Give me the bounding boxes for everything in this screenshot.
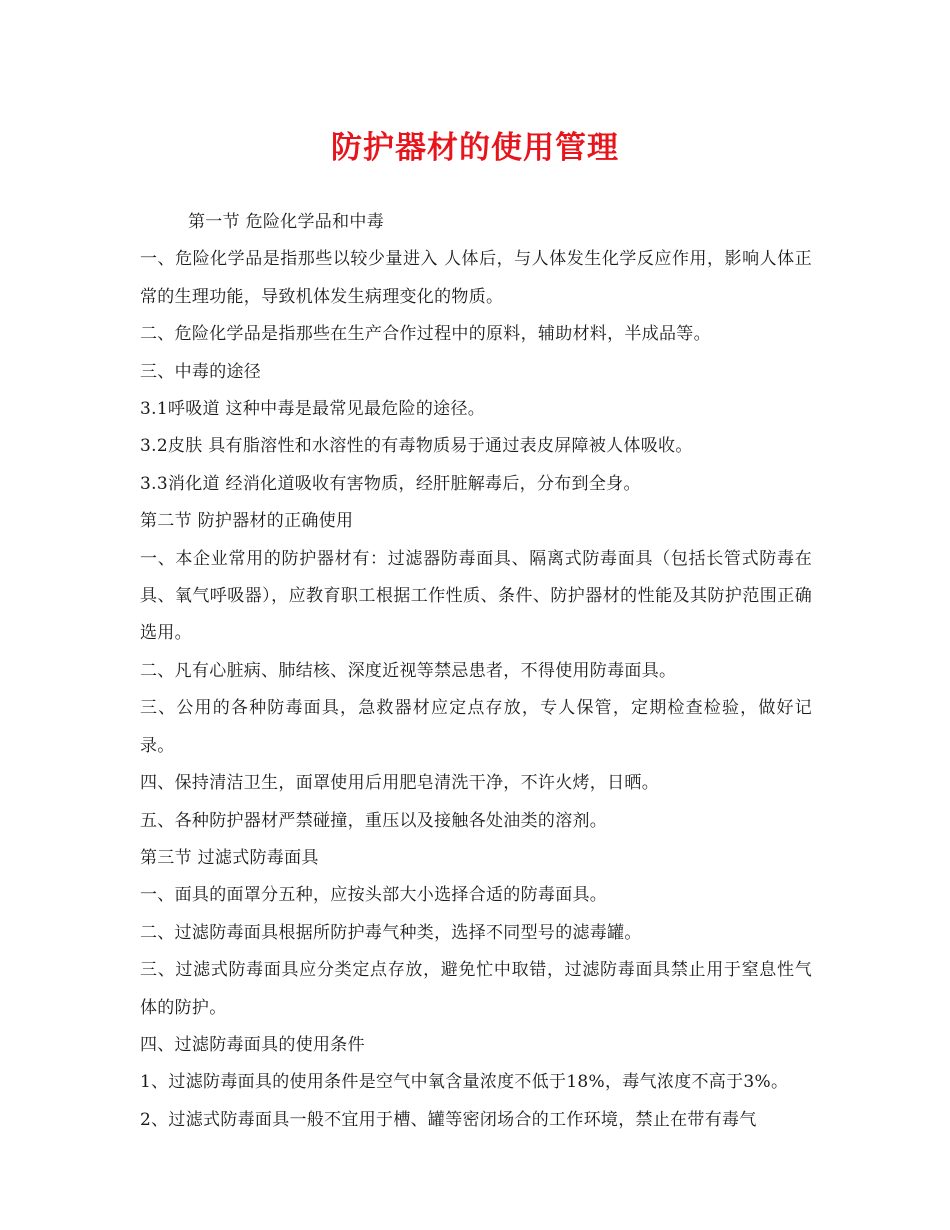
paragraph: 三、公用的各种防毒面具，急救器材应定点存放，专人保管，定期检查检验，做好记录。 xyxy=(140,698,812,756)
paragraph: 二、过滤防毒面具根据所防护毒气种类，选择不同型号的滤毒罐。 xyxy=(140,922,642,943)
paragraph: 一、危险化学品是指那些以较少量进入 人体后，与人体发生化学反应作用，影响人体正常的生理功能，导致机体发生病理变化的物质。 xyxy=(140,249,812,307)
paragraph: 2、过滤式防毒面具一般不宜用于槽、罐等密闭场合的工作环境，禁止在带有毒气 xyxy=(140,1109,757,1130)
paragraph: 二、凡有心脏病、肺结核、深度近视等禁忌患者，不得使用防毒面具。 xyxy=(140,660,677,681)
paragraph: 1、过滤防毒面具的使用条件是空气中氧含量浓度不低于18%，毒气浓度不高于3%。 xyxy=(140,1072,789,1093)
document-body xyxy=(140,204,812,1139)
section-heading-3: 第三节 过滤式防毒面具 xyxy=(140,847,319,868)
paragraph: 四、过滤防毒面具的使用条件 xyxy=(140,1034,365,1055)
paragraph: 三、过滤式防毒面具应分类定点存放，避免忙中取错，过滤防毒面具禁止用于窒息性气体的防护。 xyxy=(140,960,812,1018)
document-title: 防护器材的使用管理 xyxy=(331,130,619,166)
section-heading-1: 第一节 危险化学品和中毒 xyxy=(188,212,385,232)
paragraph: 二、危险化学品是指那些在生产合作过程中的原料，辅助材料，半成品等。 xyxy=(140,324,711,345)
paragraph: 四、保持清洁卫生，面罩使用后用肥皂清洗干净，不许火烤，日晒。 xyxy=(140,773,659,794)
paragraph: 一、面具的面罩分五种，应按头部大小选择合适的防毒面具。 xyxy=(140,885,608,906)
paragraph: 3.1呼吸道 这种中毒是最常见最危险的途径。 xyxy=(140,399,486,420)
paragraph: 五、各种防护器材严禁碰撞，重压以及接触各处油类的溶剂。 xyxy=(140,810,608,831)
paragraph: 3.2皮肤 具有脂溶性和水溶性的有毒物质易于通过表皮屏障被人体吸收。 xyxy=(140,436,693,457)
section-heading-2: 第二节 防护器材的正确使用 xyxy=(140,511,354,532)
paragraph: 三、中毒的途径 xyxy=(140,361,262,382)
paragraph: 3.3消化道 经消化道吸收有害物质，经肝脏解毒后，分布到全身。 xyxy=(140,473,641,494)
paragraph: 一、本企业常用的防护器材有：过滤器防毒面具、隔离式防毒面具（包括长管式防毒在具、氧气呼吸器），应教育职工根据工作性质、条件、防护器材的性能及其防护范围正确选用。 xyxy=(140,548,812,644)
